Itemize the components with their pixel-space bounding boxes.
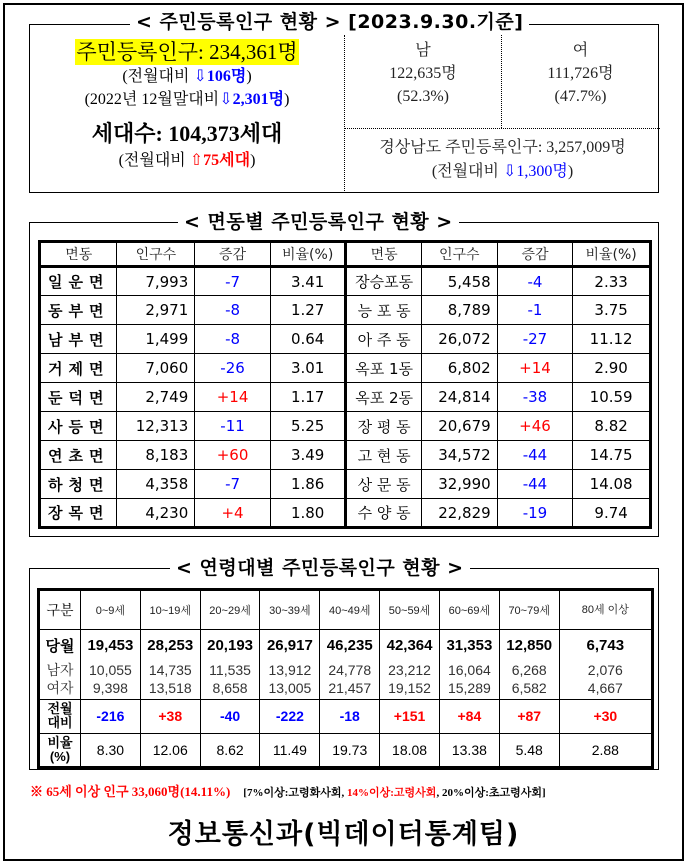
district-row xyxy=(40,267,651,296)
district-population: 5,458 xyxy=(421,267,497,296)
district-header-row: 면동 인구수 증감 비율(%) 면동 인구수 증감 비율(%) xyxy=(40,242,651,267)
age-header-row: 구분 0~9세 10~19세 20~29세 30~39세 40~49세 50~59세 60~69세 70~79세 80세 이상 xyxy=(39,590,653,630)
age-total-cell: 20,193 xyxy=(200,630,260,662)
summary-title: < 주민등록인구 현황 > [2023.9.30.기준] xyxy=(130,11,529,33)
district-ratio: 14.75 xyxy=(573,441,651,470)
age-ratio-cell: 8.30 xyxy=(81,733,141,767)
district-ratio: 1.86 xyxy=(270,470,346,499)
elderly-footnote xyxy=(30,781,546,800)
district-population: 8,789 xyxy=(421,296,497,325)
population-mom: (전월대비 ⇩106명) xyxy=(122,68,252,85)
age-total-row: 당월 19,453 28,253 20,193 26,917 46,235 42,364 31,353 12,850 6,743 xyxy=(39,630,653,662)
district-population: 22,829 xyxy=(421,499,497,528)
district-row xyxy=(40,441,651,470)
age-male-cell: 14,735 xyxy=(140,662,200,680)
male-count: 122,635명 xyxy=(389,65,457,82)
gyeongnam-stats xyxy=(345,128,660,193)
district-change: -38 xyxy=(497,383,573,412)
district-population: 32,990 xyxy=(421,470,497,499)
age-total-cell: 6,743 xyxy=(559,630,652,662)
district-name: 거제면 xyxy=(40,354,117,383)
district-row xyxy=(40,325,651,354)
district-name: 장목면 xyxy=(40,499,117,528)
age-ratio-cell: 18.08 xyxy=(380,733,440,767)
age-group-header: 80세 이상 xyxy=(559,590,652,630)
district-population: 4,358 xyxy=(117,470,195,499)
district-name: 둔덕면 xyxy=(40,383,117,412)
age-male-cell: 13,912 xyxy=(260,662,320,680)
district-ratio: 5.25 xyxy=(270,412,346,441)
district-change: -8 xyxy=(195,325,271,354)
department-name: 정보통신과(빅데이터통계팀) xyxy=(167,819,520,850)
district-change: -11 xyxy=(195,412,271,441)
age-female-cell: 9,398 xyxy=(81,680,141,700)
district-name: 능 포 동 xyxy=(346,296,421,325)
summary-left xyxy=(30,35,344,193)
age-table xyxy=(37,588,654,769)
age-male-cell: 2,076 xyxy=(559,662,652,680)
gyeongnam-population: 경상남도 주민등록인구: 3,257,009명 xyxy=(379,139,626,156)
household-mom-value: ⇧75세대 xyxy=(189,152,251,169)
district-ratio: 14.08 xyxy=(573,470,651,499)
age-male-cell: 11,535 xyxy=(200,662,260,680)
age-group-header: 50~59세 xyxy=(380,590,440,630)
district-change: -7 xyxy=(195,470,271,499)
age-female-cell: 21,457 xyxy=(320,680,380,700)
district-ratio: 3.75 xyxy=(573,296,651,325)
population-ytd-value: ⇩2,301명 xyxy=(219,91,285,108)
age-male-cell: 10,055 xyxy=(81,662,141,680)
female-stats: 여 111,726명 (47.7%) xyxy=(502,35,659,128)
age-title: < 연령대별 주민등록인구 현황 > xyxy=(170,557,470,579)
district-name: 아 주 동 xyxy=(346,325,421,354)
age-change-cell: -18 xyxy=(320,699,380,733)
male-pct: (52.3%) xyxy=(397,88,449,105)
population-mom-value: ⇩106명 xyxy=(193,68,247,85)
age-group-header: 70~79세 xyxy=(499,590,559,630)
district-row xyxy=(40,383,651,412)
reference-date: [2023.9.30.기준] xyxy=(348,11,524,33)
district-ratio: 0.64 xyxy=(270,325,346,354)
district-name: 남부면 xyxy=(40,325,117,354)
district-row xyxy=(40,499,651,528)
district-row xyxy=(40,354,651,383)
district-change: +4 xyxy=(195,499,271,528)
district-population: 34,572 xyxy=(421,441,497,470)
district-population: 4,230 xyxy=(117,499,195,528)
district-ratio: 3.01 xyxy=(270,354,346,383)
age-total-cell: 31,353 xyxy=(439,630,499,662)
age-female-cell: 8,658 xyxy=(200,680,260,700)
district-change: -26 xyxy=(195,354,271,383)
elderly-population-note: ※ 65세 이상 인구 33,060명(14.11%) xyxy=(30,784,231,799)
age-male-cell: 24,778 xyxy=(320,662,380,680)
district-population: 6,802 xyxy=(421,354,497,383)
district-population: 26,072 xyxy=(421,325,497,354)
district-name: 사등면 xyxy=(40,412,117,441)
age-group-header: 40~49세 xyxy=(320,590,380,630)
age-change-cell: +84 xyxy=(439,699,499,733)
district-ratio: 2.90 xyxy=(573,354,651,383)
district-change: -7 xyxy=(195,267,271,296)
district-name: 동부면 xyxy=(40,296,117,325)
district-change: -1 xyxy=(497,296,573,325)
age-female-cell: 19,152 xyxy=(380,680,440,700)
district-population: 24,814 xyxy=(421,383,497,412)
age-total-cell: 26,917 xyxy=(260,630,320,662)
age-total-cell: 42,364 xyxy=(380,630,440,662)
age-group-header: 30~39세 xyxy=(260,590,320,630)
age-change-cell: -222 xyxy=(260,699,320,733)
male-stats: 남 122,635명 (52.3%) xyxy=(345,35,502,128)
age-female-cell: 4,667 xyxy=(559,680,652,700)
female-count: 111,726명 xyxy=(547,65,614,82)
district-name: 연초면 xyxy=(40,441,117,470)
age-ratio-cell: 19.73 xyxy=(320,733,380,767)
district-ratio: 10.59 xyxy=(573,383,651,412)
age-change-cell: -40 xyxy=(200,699,260,733)
district-name: 상 문 동 xyxy=(346,470,421,499)
district-ratio: 8.82 xyxy=(573,412,651,441)
age-change-cell: +87 xyxy=(499,699,559,733)
district-name: 수 양 동 xyxy=(346,499,421,528)
household-mom: (전월대비 ⇧75세대) xyxy=(118,152,256,169)
district-body xyxy=(40,267,651,528)
age-male-row: 남자 10,055 14,735 11,535 13,912 24,778 23,212 16,064 6,268 2,076 xyxy=(39,662,653,680)
district-population: 1,499 xyxy=(117,325,195,354)
district-population: 2,971 xyxy=(117,296,195,325)
population-ytd: (2022년 12월말대비⇩2,301명) xyxy=(84,91,290,108)
district-population: 7,993 xyxy=(117,267,195,296)
summary-right xyxy=(344,35,659,193)
age-total-cell: 19,453 xyxy=(81,630,141,662)
district-population: 7,060 xyxy=(117,354,195,383)
age-group-header: 0~9세 xyxy=(81,590,141,630)
district-change: +46 xyxy=(497,412,573,441)
age-change-cell: +151 xyxy=(380,699,440,733)
aging-legend: [7%이상:고령화사회, 14%이상:고령사회, 20%이상:초고령사회] xyxy=(243,787,546,799)
district-title: < 면동별 주민등록인구 현황 > xyxy=(178,211,459,233)
district-row xyxy=(40,296,651,325)
district-change: +60 xyxy=(195,441,271,470)
age-group-header: 60~69세 xyxy=(439,590,499,630)
district-change: +14 xyxy=(195,383,271,412)
district-name: 장 평 동 xyxy=(346,412,421,441)
age-group-header: 20~29세 xyxy=(200,590,260,630)
age-total-cell: 28,253 xyxy=(140,630,200,662)
age-ratio-cell: 13.38 xyxy=(439,733,499,767)
age-male-cell: 16,064 xyxy=(439,662,499,680)
age-total-cell: 46,235 xyxy=(320,630,380,662)
district-ratio: 1.80 xyxy=(270,499,346,528)
district-ratio: 1.17 xyxy=(270,383,346,412)
district-population: 20,679 xyxy=(421,412,497,441)
age-female-cell: 13,518 xyxy=(140,680,200,700)
gyeongnam-mom: (전월대비 ⇩1,300명) xyxy=(431,163,574,180)
district-ratio: 3.41 xyxy=(270,267,346,296)
age-group-header: 10~19세 xyxy=(140,590,200,630)
district-ratio: 3.49 xyxy=(270,441,346,470)
district-change: +14 xyxy=(497,354,573,383)
total-population: 주민등록인구: 234,361명 xyxy=(76,40,298,64)
female-pct: (47.7%) xyxy=(554,88,607,105)
household-count: 세대수: 104,373세대 xyxy=(91,121,283,146)
district-population: 2,749 xyxy=(117,383,195,412)
age-ratio-row: 비율 (%) 8.30 12.06 8.62 11.49 19.73 18.08 13.38 5.48 2.88 xyxy=(39,733,653,767)
age-ratio-cell: 2.88 xyxy=(559,733,652,767)
district-row xyxy=(40,412,651,441)
age-female-cell: 6,582 xyxy=(499,680,559,700)
age-male-cell: 23,212 xyxy=(380,662,440,680)
age-ratio-cell: 12.06 xyxy=(140,733,200,767)
age-change-cell: -216 xyxy=(81,699,141,733)
district-table xyxy=(38,240,652,529)
district-name: 하청면 xyxy=(40,470,117,499)
district-ratio: 1.27 xyxy=(270,296,346,325)
age-female-cell: 13,005 xyxy=(260,680,320,700)
district-change: -19 xyxy=(497,499,573,528)
age-ratio-cell: 11.49 xyxy=(260,733,320,767)
age-total-cell: 12,850 xyxy=(499,630,559,662)
district-row xyxy=(40,470,651,499)
age-ratio-cell: 5.48 xyxy=(499,733,559,767)
district-ratio: 11.12 xyxy=(573,325,651,354)
district-name: 일운면 xyxy=(40,267,117,296)
age-female-cell: 15,289 xyxy=(439,680,499,700)
age-female-row: 여자 9,398 13,518 8,658 13,005 21,457 19,152 15,289 6,582 4,667 xyxy=(39,680,653,700)
age-change-cell: +38 xyxy=(140,699,200,733)
district-name: 장승포동 xyxy=(346,267,421,296)
age-change-cell: +30 xyxy=(559,699,652,733)
district-change: -4 xyxy=(497,267,573,296)
age-ratio-cell: 8.62 xyxy=(200,733,260,767)
district-ratio: 9.74 xyxy=(573,499,651,528)
district-name: 고 현 동 xyxy=(346,441,421,470)
age-change-row: 전월 대비 -216 +38 -40 -222 -18 +151 +84 +87 +30 xyxy=(39,699,653,733)
district-population: 8,183 xyxy=(117,441,195,470)
age-male-cell: 6,268 xyxy=(499,662,559,680)
district-change: -44 xyxy=(497,470,573,499)
district-population: 12,313 xyxy=(117,412,195,441)
district-change: -44 xyxy=(497,441,573,470)
district-change: -27 xyxy=(497,325,573,354)
district-change: -8 xyxy=(195,296,271,325)
summary-box xyxy=(29,24,659,193)
district-name: 옥포 2동 xyxy=(346,383,421,412)
district-name: 옥포 1동 xyxy=(346,354,421,383)
district-ratio: 2.33 xyxy=(573,267,651,296)
